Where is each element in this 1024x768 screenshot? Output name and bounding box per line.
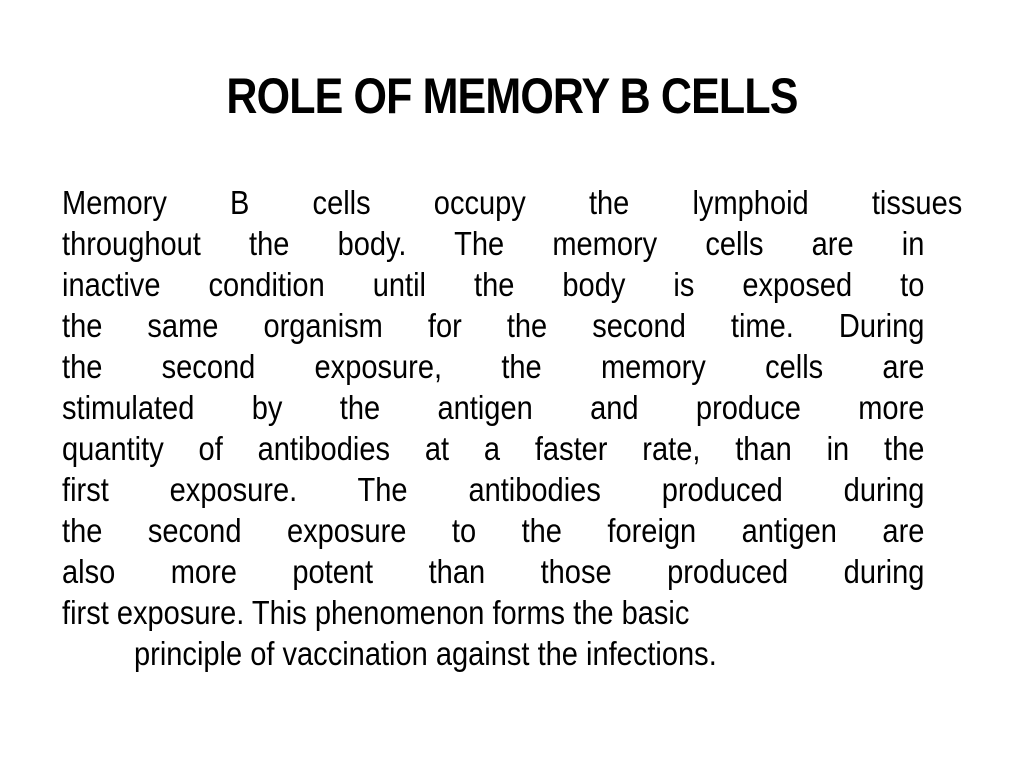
paragraph-line — [62, 223, 924, 264]
paragraph-line-text: the same organism for the second time. During — [62, 307, 925, 344]
paragraph-line — [62, 305, 924, 346]
paragraph-line — [62, 346, 924, 387]
paragraph-line — [62, 387, 924, 428]
paragraph-line-text: first exposure. This phenomenon forms the basic — [62, 594, 690, 631]
paragraph-line-text: quantity of antibodies at a faster rate, than in the — [62, 430, 925, 467]
paragraph-line-text: inactive condition until the body is exposed to — [62, 266, 925, 303]
paragraph-line — [62, 510, 924, 551]
slide-title: ROLE OF MEMORY B CELLS — [226, 68, 798, 124]
paragraph-line-text: Memory B cells occupy the lymphoid tissues — [62, 184, 963, 221]
paragraph-line-text: throughout the body. The memory cells are in — [62, 225, 925, 262]
paragraph-line-text: also more potent than those produced during — [62, 553, 925, 590]
paragraph-line — [62, 182, 962, 223]
paragraph-line-text: principle of vaccination against the infections. — [134, 635, 717, 672]
paragraph-line-text: stimulated by the antigen and produce more — [62, 389, 925, 426]
paragraph-line — [62, 633, 996, 674]
paragraph-line-text: the second exposure, the memory cells are — [62, 348, 925, 385]
paragraph-line — [62, 264, 924, 305]
paragraph-line — [62, 469, 924, 510]
paragraph-line-text: the second exposure to the foreign antigen are — [62, 512, 925, 549]
paragraph-line — [62, 551, 924, 592]
body-paragraph — [62, 182, 962, 674]
paragraph-line — [62, 428, 924, 469]
paragraph-line — [62, 592, 924, 633]
paragraph-line-text: first exposure. The antibodies produced during — [62, 471, 925, 508]
